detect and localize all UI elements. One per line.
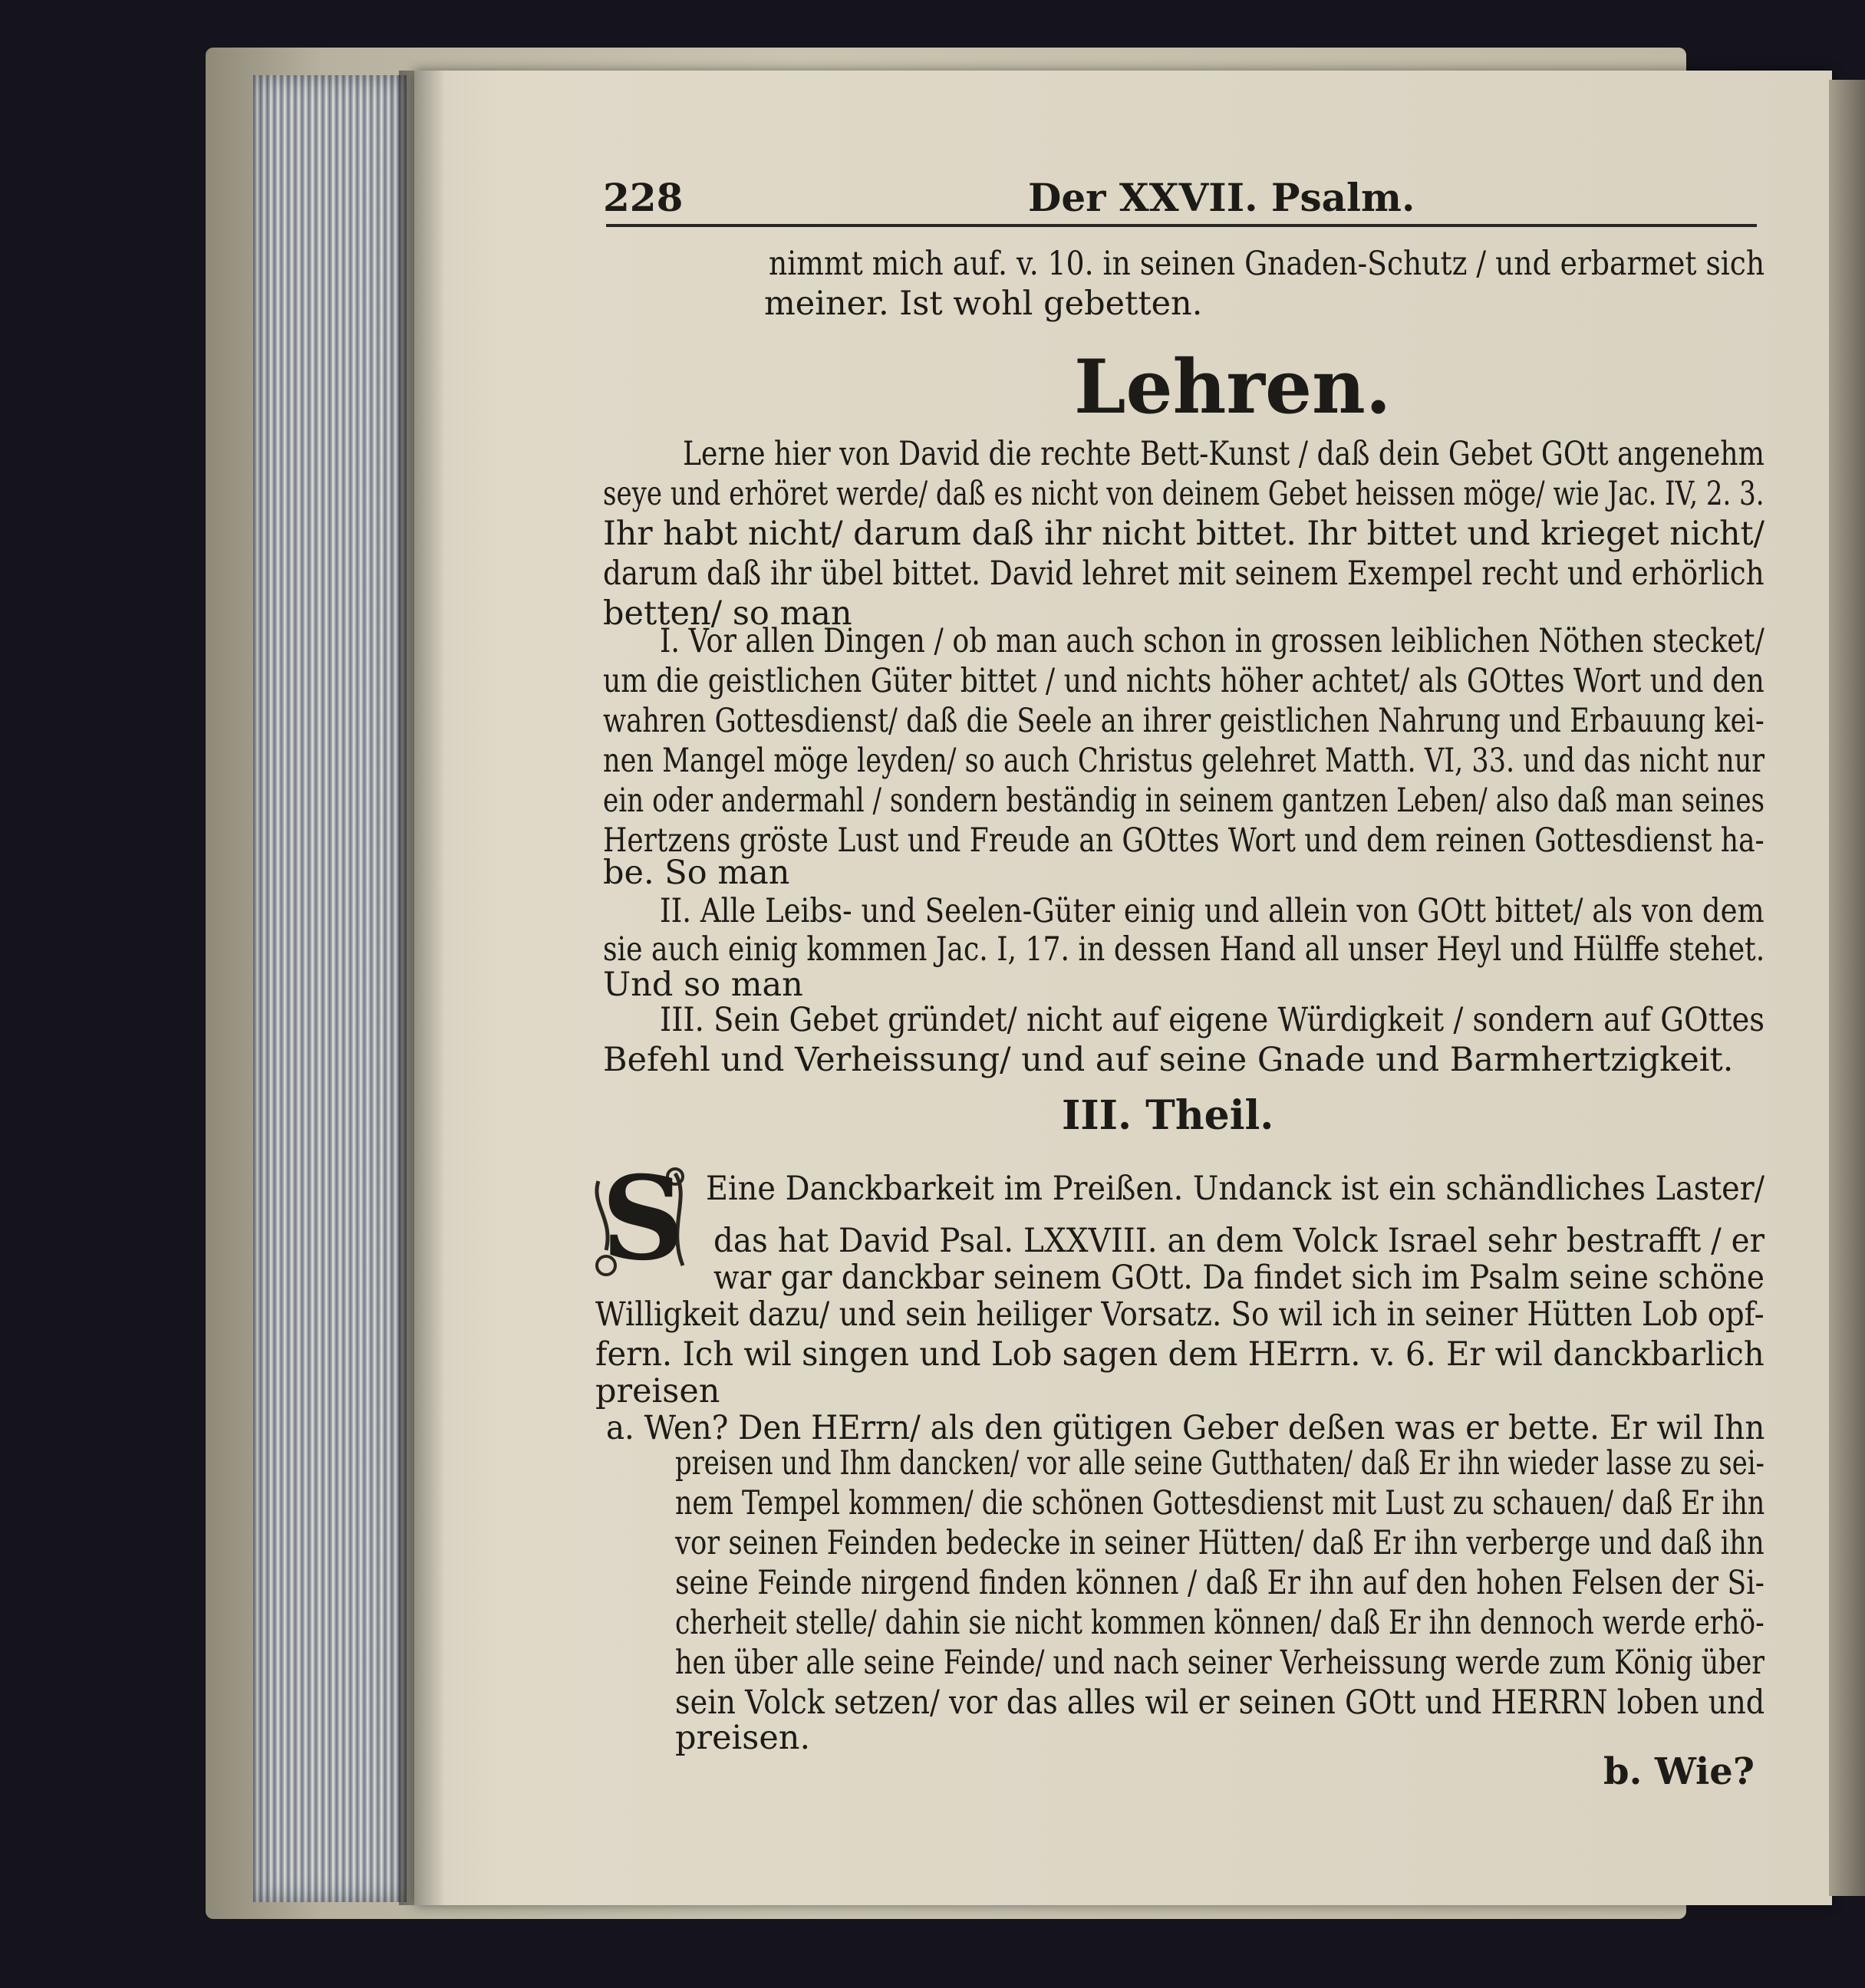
heading-theil: III. Theil. [1062,1092,1274,1139]
text-line: betten/ so man [603,594,852,633]
text-line: seine Feinde nirgend finden können / daß Er ihn auf den hohen Felsen der Si- [675,1564,1765,1602]
running-title: Der XXVII. Psalm. [1028,175,1415,220]
text-line: a. Wen? Den HErrn/ als den gütigen Geber deßen was er bette. Er wil Ihn [606,1409,1765,1447]
text-line: preisen und Ihm dancken/ vor alle seine Gutthaten/ daß Er ihn wieder lasse zu sei- [675,1444,1765,1483]
header-rule [606,224,1757,227]
text-line: seye und erhöret werde/ daß es nicht von deinem Gebet heissen möge/ wie Jac. IV, 2. 3. [603,475,1765,513]
text-line: I. Vor allen Dingen / ob man auch schon in grossen leiblichen Nöthen stecket/ [660,622,1765,660]
text-line: wahren Gottesdienst/ daß die Seele an ihrer geistlichen Nahrung und Erbauung kei- [603,702,1765,740]
text-line: III. Sein Gebet gründet/ nicht auf eigene Würdigkeit / sondern auf GOttes [660,1001,1765,1039]
text-line: nem Tempel kommen/ die schönen Gottesdienst mit Lust zu schauen/ daß Er ihn [675,1484,1765,1522]
text-line: II. Alle Leibs- und Seelen-Güter einig und allein von GOtt bittet/ als von dem [660,892,1765,930]
text-line: preisen [595,1372,720,1410]
text-line: war gar danckbar seinem GOtt. Da findet sich im Psalm seine schöne [713,1259,1765,1297]
text-line: fern. Ich wil singen und Lob sagen dem HErrn. v. 6. Er wil danckbarlich [595,1335,1765,1374]
heading-lehren: Lehren. [1074,344,1392,430]
catchword: b. Wie? [1603,1750,1755,1793]
gutter-shadow [399,71,445,1905]
text-line: Befehl und Verheissung/ und auf seine Gnade und Barmhertzigkeit. [603,1041,1734,1079]
page-stack-edges [253,75,407,1902]
text-line: nimmt mich auf. v. 10. in seinen Gnaden-Schutz / und erbarmet sich [769,245,1765,283]
text-line: ein oder andermahl / sondern beständig in seinem gantzen Leben/ also daß man seines [603,782,1765,820]
text-line: nen Mangel möge leyden/ so auch Christus gelehret Matth. VI, 33. und das nicht nur [603,742,1765,780]
text-line: sie auch einig kommen Jac. I, 17. in dessen Hand all unser Heyl und Hülffe stehet. [603,930,1765,969]
page-number: 228 [603,175,684,220]
text-line: cherheit stelle/ dahin sie nicht kommen können/ daß Er ihn dennoch werde erhö- [675,1604,1765,1642]
text-line: darum daß ihr übel bittet. David lehret mit seinem Exempel recht und erhörlich [603,555,1765,593]
text-line: hen über alle seine Feinde/ und nach seiner Verheissung werde zum König über [675,1644,1765,1682]
fore-edge [1829,80,1865,1896]
text-line: vor seinen Feinden bedecke in seiner Hütten/ daß Er ihn verberge und daß ihn [675,1524,1765,1562]
text-line: be. So man [603,854,790,892]
text-line: meiner. Ist wohl gebetten. [764,285,1203,323]
text-line: sein Volck setzen/ vor das alles wil er seinen GOtt und HERRN loben und [675,1684,1765,1722]
text-line: Ihr habt nicht/ darum daß ihr nicht bittet. Ihr bittet und krieget nicht/ [603,515,1765,553]
drop-cap: S [601,1151,685,1286]
text-line: Lerne hier von David die rechte Bett-Kunst / daß dein Gebet GOtt angenehm [683,435,1765,473]
text-line: Und so man [603,966,803,1004]
text-line: Eine Danckbarkeit im Preißen. Undanck ist ein schändliches Laster/ [706,1170,1765,1208]
text-line: Hertzens gröste Lust und Freude an GOttes Wort und dem reinen Gottesdienst ha- [603,821,1765,860]
text-line: um die geistlichen Güter bittet / und nichts höher achtet/ als GOttes Wort und den [603,662,1765,700]
text-line: Willigkeit dazu/ und sein heiliger Vorsatz. So wil ich in seiner Hütten Lob opf- [595,1295,1765,1334]
text-line: preisen. [675,1719,811,1757]
text-line: das hat David Psal. LXXVIII. an dem Volck Israel sehr bestrafft / er [713,1222,1765,1260]
